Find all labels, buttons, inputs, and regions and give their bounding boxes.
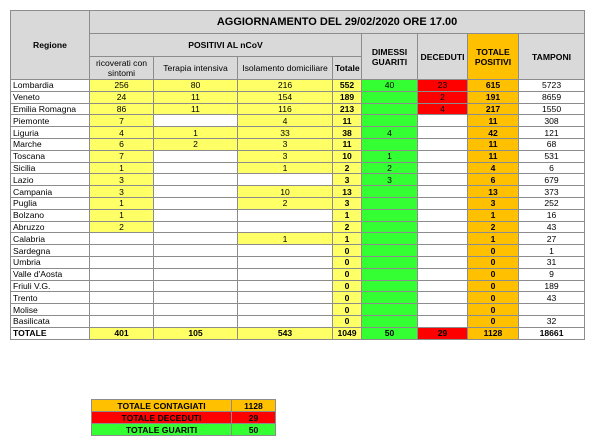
cell-isolamento: 1	[238, 162, 333, 174]
cell-deceduti	[418, 150, 468, 162]
total-isolamento: 543	[238, 327, 333, 339]
summary-label: TOTALE CONTAGIATI	[92, 400, 232, 412]
cell-totale-positivi: 615	[468, 80, 519, 92]
cell-isolamento: 3	[238, 138, 333, 150]
cell-tamponi: 9	[519, 268, 585, 280]
cell-terapia: 80	[154, 80, 238, 92]
cell-isolamento: 216	[238, 80, 333, 92]
cell-totale: 13	[333, 186, 362, 198]
summary-label: TOTALE DECEDUTI	[92, 412, 232, 424]
region-name: Toscana	[11, 150, 90, 162]
totals-row	[11, 327, 585, 339]
cell-isolamento	[238, 280, 333, 292]
total-label: TOTALE	[11, 327, 90, 339]
total-ricoverati: 401	[90, 327, 154, 339]
cell-ricoverati: 1	[90, 209, 154, 221]
header-terapia: Terapia intensiva	[154, 57, 238, 80]
table-row	[11, 174, 585, 186]
cell-ricoverati: 1	[90, 162, 154, 174]
cell-tamponi: 43	[519, 292, 585, 304]
cell-tamponi: 1	[519, 245, 585, 257]
cell-terapia	[154, 233, 238, 245]
cell-totale-positivi: 0	[468, 315, 519, 327]
cell-tamponi: 531	[519, 150, 585, 162]
region-name: Sicilia	[11, 162, 90, 174]
cell-dimessi	[362, 209, 418, 221]
cell-deceduti	[418, 127, 468, 139]
summary-value: 50	[232, 424, 276, 436]
cell-totale-positivi: 11	[468, 138, 519, 150]
cell-totale-positivi: 42	[468, 127, 519, 139]
cell-terapia	[154, 162, 238, 174]
table-row	[11, 186, 585, 198]
cell-ricoverati: 3	[90, 186, 154, 198]
cell-terapia	[154, 174, 238, 186]
cell-totale: 213	[333, 103, 362, 115]
cell-isolamento	[238, 256, 333, 268]
cell-isolamento	[238, 304, 333, 316]
cell-dimessi: 40	[362, 80, 418, 92]
summary-row-deceduti	[92, 412, 276, 424]
cell-terapia	[154, 115, 238, 127]
summary-row-guariti	[92, 424, 276, 436]
table-row	[11, 91, 585, 103]
cell-ricoverati	[90, 280, 154, 292]
cell-deceduti	[418, 197, 468, 209]
region-name: Campania	[11, 186, 90, 198]
region-name: Puglia	[11, 197, 90, 209]
cell-tamponi: 373	[519, 186, 585, 198]
cell-tamponi: 5723	[519, 80, 585, 92]
cell-dimessi	[362, 292, 418, 304]
cell-terapia: 11	[154, 103, 238, 115]
cell-totale: 189	[333, 91, 362, 103]
table-row	[11, 162, 585, 174]
cell-totale-positivi: 0	[468, 245, 519, 257]
cell-tamponi: 189	[519, 280, 585, 292]
cell-ricoverati: 1	[90, 197, 154, 209]
cell-deceduti	[418, 162, 468, 174]
cell-dimessi	[362, 256, 418, 268]
cell-tamponi	[519, 304, 585, 316]
region-rows	[11, 80, 585, 328]
table-row	[11, 304, 585, 316]
cell-totale: 3	[333, 174, 362, 186]
cell-deceduti	[418, 304, 468, 316]
cell-tamponi: 16	[519, 209, 585, 221]
region-name: Veneto	[11, 91, 90, 103]
cell-totale-positivi: 6	[468, 174, 519, 186]
cell-dimessi	[362, 233, 418, 245]
cell-deceduti: 2	[418, 91, 468, 103]
cell-totale: 2	[333, 221, 362, 233]
cell-dimessi	[362, 103, 418, 115]
cell-terapia: 2	[154, 138, 238, 150]
region-name: Piemonte	[11, 115, 90, 127]
table-row	[11, 280, 585, 292]
cell-isolamento: 2	[238, 197, 333, 209]
cell-totale: 552	[333, 80, 362, 92]
cell-terapia	[154, 150, 238, 162]
cell-terapia	[154, 197, 238, 209]
header-dimessi: DIMESSI GUARITI	[362, 34, 418, 80]
cell-deceduti	[418, 186, 468, 198]
cell-terapia	[154, 221, 238, 233]
cell-deceduti	[418, 174, 468, 186]
table-row	[11, 292, 585, 304]
table-row	[11, 103, 585, 115]
cell-totale-positivi: 13	[468, 186, 519, 198]
cell-ricoverati	[90, 292, 154, 304]
cell-dimessi	[362, 268, 418, 280]
cell-totale: 0	[333, 292, 362, 304]
summary-label: TOTALE GUARITI	[92, 424, 232, 436]
header-tamponi: TAMPONI	[519, 34, 585, 80]
cell-deceduti	[418, 233, 468, 245]
table-row	[11, 315, 585, 327]
cell-dimessi: 3	[362, 174, 418, 186]
cell-ricoverati: 2	[90, 221, 154, 233]
table-row	[11, 80, 585, 92]
cell-ricoverati: 7	[90, 150, 154, 162]
cell-isolamento: 3	[238, 150, 333, 162]
cell-ricoverati: 86	[90, 103, 154, 115]
cell-dimessi	[362, 138, 418, 150]
cell-terapia	[154, 209, 238, 221]
cell-terapia	[154, 280, 238, 292]
cell-totale-positivi: 4	[468, 162, 519, 174]
cell-isolamento	[238, 174, 333, 186]
cell-totale-positivi: 1	[468, 233, 519, 245]
cell-tamponi: 43	[519, 221, 585, 233]
cell-isolamento	[238, 292, 333, 304]
table-row	[11, 245, 585, 257]
cell-totale: 38	[333, 127, 362, 139]
cell-totale: 0	[333, 268, 362, 280]
page-title: AGGIORNAMENTO DEL 29/02/2020 ORE 17.00	[90, 11, 585, 34]
cell-isolamento: 154	[238, 91, 333, 103]
cell-deceduti	[418, 280, 468, 292]
table-row	[11, 197, 585, 209]
region-name: Trento	[11, 292, 90, 304]
cell-terapia	[154, 268, 238, 280]
summary-value: 29	[232, 412, 276, 424]
cell-tamponi: 68	[519, 138, 585, 150]
cell-isolamento: 1	[238, 233, 333, 245]
cell-deceduti	[418, 115, 468, 127]
cell-totale: 0	[333, 304, 362, 316]
cell-terapia: 11	[154, 91, 238, 103]
cell-tamponi: 32	[519, 315, 585, 327]
cell-deceduti	[418, 209, 468, 221]
region-name: Sardegna	[11, 245, 90, 257]
cell-ricoverati: 7	[90, 115, 154, 127]
cell-dimessi	[362, 197, 418, 209]
cell-ricoverati: 4	[90, 127, 154, 139]
cell-totale: 1	[333, 209, 362, 221]
cell-totale-positivi: 0	[468, 268, 519, 280]
cell-totale: 0	[333, 315, 362, 327]
cell-isolamento	[238, 221, 333, 233]
table-row	[11, 221, 585, 233]
total-totale: 1049	[333, 327, 362, 339]
cell-terapia	[154, 304, 238, 316]
cell-terapia	[154, 245, 238, 257]
cell-totale-positivi: 0	[468, 256, 519, 268]
cell-ricoverati: 256	[90, 80, 154, 92]
table-row	[11, 150, 585, 162]
cell-totale: 0	[333, 280, 362, 292]
cell-terapia	[154, 292, 238, 304]
cell-tamponi: 8659	[519, 91, 585, 103]
cell-deceduti	[418, 268, 468, 280]
cell-tamponi: 308	[519, 115, 585, 127]
cell-deceduti	[418, 292, 468, 304]
cell-tamponi: 27	[519, 233, 585, 245]
region-name: Basilicata	[11, 315, 90, 327]
table-row	[11, 138, 585, 150]
cell-deceduti	[418, 221, 468, 233]
cell-dimessi	[362, 221, 418, 233]
cell-ricoverati: 3	[90, 174, 154, 186]
cell-terapia	[154, 315, 238, 327]
cell-totale: 1	[333, 233, 362, 245]
cell-dimessi	[362, 91, 418, 103]
cell-totale: 0	[333, 256, 362, 268]
cell-isolamento: 4	[238, 115, 333, 127]
cell-totale: 11	[333, 138, 362, 150]
cell-totale-positivi: 0	[468, 292, 519, 304]
cell-dimessi	[362, 280, 418, 292]
cell-ricoverati	[90, 268, 154, 280]
cell-ricoverati	[90, 245, 154, 257]
cell-totale-positivi: 217	[468, 103, 519, 115]
header-totale: Totale	[333, 57, 362, 80]
region-name: Molise	[11, 304, 90, 316]
cell-ricoverati: 24	[90, 91, 154, 103]
cell-isolamento	[238, 245, 333, 257]
cell-isolamento: 116	[238, 103, 333, 115]
cell-isolamento: 33	[238, 127, 333, 139]
region-name: Bolzano	[11, 209, 90, 221]
cell-tamponi: 679	[519, 174, 585, 186]
cell-dimessi	[362, 186, 418, 198]
cell-isolamento: 10	[238, 186, 333, 198]
cell-totale-positivi: 0	[468, 304, 519, 316]
region-name: Valle d'Aosta	[11, 268, 90, 280]
cell-tamponi: 252	[519, 197, 585, 209]
cell-ricoverati	[90, 304, 154, 316]
header-regione: Regione	[11, 11, 90, 80]
cell-tamponi: 31	[519, 256, 585, 268]
cell-ricoverati	[90, 233, 154, 245]
cell-totale: 2	[333, 162, 362, 174]
cell-dimessi: 4	[362, 127, 418, 139]
cell-totale: 10	[333, 150, 362, 162]
cell-dimessi	[362, 315, 418, 327]
region-name: Umbria	[11, 256, 90, 268]
cell-tamponi: 1550	[519, 103, 585, 115]
header-totale-positivi: TOTALE POSITIVI	[468, 34, 519, 80]
cell-isolamento	[238, 315, 333, 327]
total-tamponi: 18661	[519, 327, 585, 339]
table-row	[11, 115, 585, 127]
cell-isolamento	[238, 268, 333, 280]
cell-totale-positivi: 191	[468, 91, 519, 103]
cell-deceduti	[418, 315, 468, 327]
header-deceduti: DECEDUTI	[418, 34, 468, 80]
table-row	[11, 209, 585, 221]
cell-tamponi: 121	[519, 127, 585, 139]
table-row	[11, 233, 585, 245]
total-dimessi: 50	[362, 327, 418, 339]
region-name: Abruzzo	[11, 221, 90, 233]
region-name: Lombardia	[11, 80, 90, 92]
cell-totale-positivi: 1	[468, 209, 519, 221]
header-ricoverati: ricoverati con sintomi	[90, 57, 154, 80]
cell-deceduti	[418, 245, 468, 257]
cell-deceduti: 4	[418, 103, 468, 115]
cell-dimessi	[362, 115, 418, 127]
cell-terapia	[154, 186, 238, 198]
cell-totale-positivi: 11	[468, 150, 519, 162]
table-row	[11, 256, 585, 268]
cell-totale-positivi: 3	[468, 197, 519, 209]
cell-dimessi: 2	[362, 162, 418, 174]
region-name: Friuli V.G.	[11, 280, 90, 292]
cell-totale: 0	[333, 245, 362, 257]
region-name: Lazio	[11, 174, 90, 186]
region-name: Calabria	[11, 233, 90, 245]
covid-update-table	[10, 10, 585, 340]
cell-terapia: 1	[154, 127, 238, 139]
cell-dimessi	[362, 245, 418, 257]
header-positivi: POSITIVI AL nCoV	[90, 34, 362, 57]
cell-ricoverati	[90, 315, 154, 327]
region-name: Liguria	[11, 127, 90, 139]
cell-dimessi: 1	[362, 150, 418, 162]
total-terapia: 105	[154, 327, 238, 339]
summary-row-contagiati	[92, 400, 276, 412]
table-row	[11, 268, 585, 280]
header-isolamento: Isolamento domiciliare	[238, 57, 333, 80]
cell-totale: 3	[333, 197, 362, 209]
cell-isolamento	[238, 209, 333, 221]
region-name: Marche	[11, 138, 90, 150]
total-totale-positivi: 1128	[468, 327, 519, 339]
summary-table	[91, 399, 276, 436]
total-deceduti: 29	[418, 327, 468, 339]
cell-terapia	[154, 256, 238, 268]
cell-tamponi: 6	[519, 162, 585, 174]
cell-ricoverati: 6	[90, 138, 154, 150]
cell-deceduti	[418, 138, 468, 150]
cell-totale-positivi: 2	[468, 221, 519, 233]
cell-totale-positivi: 11	[468, 115, 519, 127]
region-name: Emilia Romagna	[11, 103, 90, 115]
summary-value: 1128	[232, 400, 276, 412]
cell-totale-positivi: 0	[468, 280, 519, 292]
cell-totale: 11	[333, 115, 362, 127]
cell-dimessi	[362, 304, 418, 316]
cell-ricoverati	[90, 256, 154, 268]
cell-deceduti	[418, 256, 468, 268]
table-row	[11, 127, 585, 139]
cell-deceduti: 23	[418, 80, 468, 92]
